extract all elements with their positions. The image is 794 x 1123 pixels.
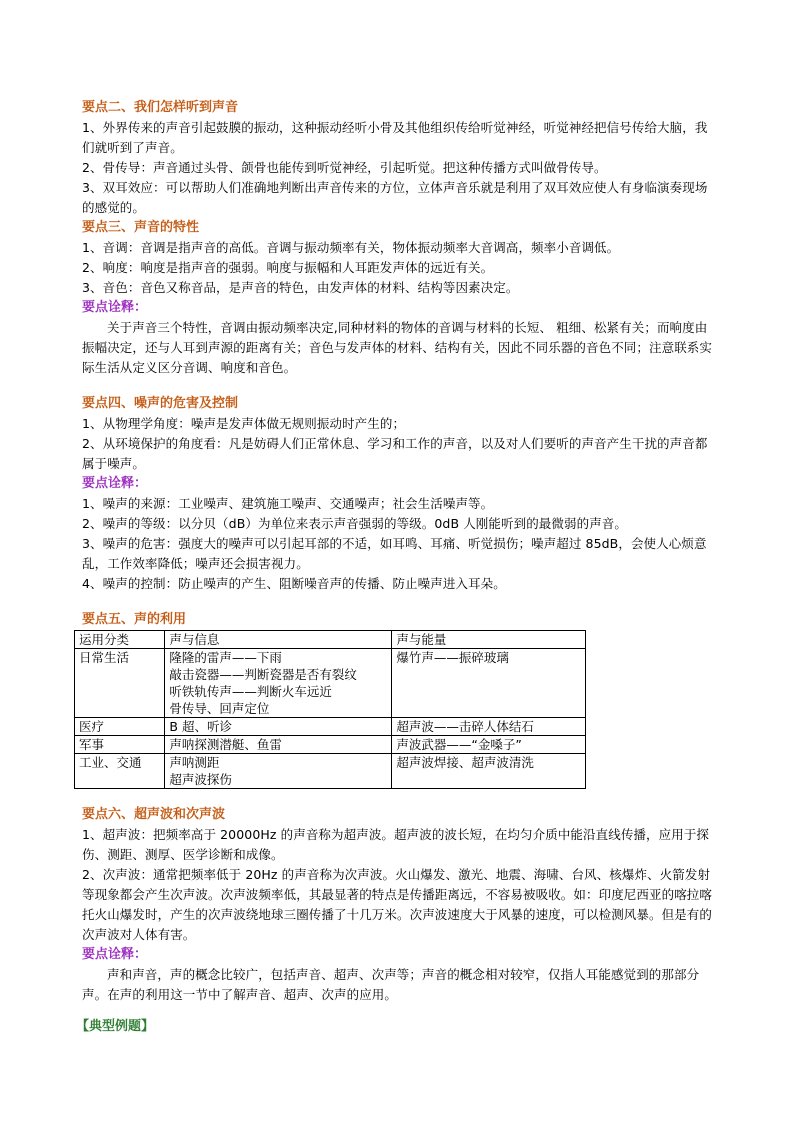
energy-line: 爆竹声——振碎玻璃 (396, 650, 509, 665)
table-row (75, 649, 586, 718)
info-line: 隆隆的雷声——下雨 (169, 650, 282, 665)
typical-examples-title: 【典型例题】 (76, 1019, 155, 1034)
spacer (82, 1005, 714, 1017)
section-3-item-1: 1、音调：音调是指声音的高低。音调与振动频率有关，物体振动频率大音调高，频率小音调低。 (82, 240, 620, 255)
table-header-row (75, 631, 586, 649)
table-cell-category: 医疗 (75, 718, 165, 736)
table-header-cell: 声与能量 (392, 631, 586, 649)
section-4-note-1: 1、噪声的来源：工业噪声、建筑施工噪声、交通噪声；社会生活噪声等。 (82, 496, 494, 511)
energy-line: 超声波焊接、超声波清洗 (396, 755, 534, 770)
table-cell-info (165, 754, 392, 789)
info-line: 骨传导、回声定位 (169, 701, 270, 716)
section-4-item-2: 2、从环境保护的角度看：凡是妨碍人们正常休息、学习和工作的声音，以及对人们要听的声音产生干扰的声音都属于噪声。 (82, 436, 708, 471)
section-5-title: 要点五、声的利用 (82, 612, 187, 627)
section-4-note-4: 4、噪声的控制：防止噪声的产生、阻断噪音声的传播、防止噪声进入耳朵。 (82, 576, 506, 591)
table-cell-energy (392, 754, 586, 789)
section-2-item-2: 2、骨传导：声音通过头骨、颌骨也能传到听觉神经，引起听觉。把这种传播方式叫做骨传导。 (82, 160, 607, 175)
section-4-note-2: 2、噪声的等级：以分贝（dB）为单位来表示声音强弱的等级。0dB 人刚能听到的最微弱的声音。 (82, 516, 628, 531)
spacer (82, 789, 714, 805)
table-header-cell: 运用分类 (75, 631, 165, 649)
table-cell-category: 军事 (75, 736, 165, 754)
table-header-cell: 声与信息 (165, 631, 392, 649)
table-cell-category: 日常生活 (75, 649, 165, 718)
section-3-item-2: 2、响度：响度是指声音的强弱。响度与振幅和人耳距发声体的远近有关。 (82, 260, 494, 275)
info-line: 超声波探伤 (169, 772, 232, 787)
section-3-note: 关于声音三个特性，音调由振动频率决定,同种材料的物体的音调与材料的长短、 粗细、松紧有关；而响度由振幅决定，还与人耳到声源的距离有关；音色与发声体的材料、结构有关，因此不同乐器的音色不同；注意联系实际生活从定义区分音调、响度和音色。 (82, 320, 713, 375)
info-line: 声呐测距 (169, 755, 220, 770)
section-4-note-3: 3、噪声的危害：强度大的噪声可以引起耳部的不适，如耳鸣、耳痛、听觉损伤；噪声超过 85dB，会使人心烦意乱，工作效率降低；噪声还会损害视力。 (82, 536, 707, 571)
energy-line: 声波武器——“金嗓子” (396, 737, 522, 752)
sound-usage-table (74, 630, 586, 789)
section-3-title: 要点三、声音的特性 (82, 220, 200, 235)
table-cell-info (165, 736, 392, 754)
section-3-item-3: 3、音色：音色又称音品，是声音的特色，由发声体的材料、结构等因素决定。 (82, 280, 519, 295)
table-cell-category: 工业、交通 (75, 754, 165, 789)
table-cell-info (165, 649, 392, 718)
section-4-item-1: 1、从物理学角度：噪声是发声体做无规则振动时产生的； (82, 416, 406, 431)
table-cell-info (165, 718, 392, 736)
info-line: 听铁轨传声——判断火车远近 (169, 684, 332, 699)
spacer (82, 378, 714, 394)
info-line: B 超、听诊 (169, 719, 232, 734)
info-line: 声呐探测潜艇、鱼雷 (169, 737, 282, 752)
section-6-item-1: 1、超声波：把频率高于 20000Hz 的声音称为超声波。超声波的波长短，在均匀介质中能沿直线传播，应用于探伤、测距、测厚、医学诊断和成像。 (82, 827, 710, 862)
section-6-note-label: 要点诠释： (82, 947, 148, 962)
section-3-note-label: 要点诠释： (82, 300, 148, 315)
energy-line: 超声波——击碎人体结石 (396, 719, 534, 734)
table-row (75, 718, 586, 736)
section-4-note-label: 要点诠释： (82, 476, 148, 491)
section-2-item-1: 1、外界传来的声音引起鼓膜的振动，这种振动经听小骨及其他组织传给听觉神经，听觉神经把信号传给大脑，我们就听到了声音。 (82, 120, 708, 155)
section-6-title: 要点六、超声波和次声波 (82, 807, 226, 822)
document-content (76, 98, 714, 1037)
section-6-note: 声和声音，声的概念比较广，包括声音、超声、次声等；声音的概念相对较窄，仅指人耳能感觉到的那部分声。在声的利用这一节中了解声音、超声、次声的应用。 (82, 967, 700, 1002)
spacer (82, 594, 714, 610)
table-row (75, 754, 586, 789)
table-cell-energy (392, 736, 586, 754)
table-row (75, 736, 586, 754)
info-line: 敲击瓷器——判断瓷器是否有裂纹 (169, 667, 357, 682)
table-cell-energy (392, 649, 586, 718)
section-2-title: 要点二、我们怎样听到声音 (82, 100, 239, 115)
table-cell-energy (392, 718, 586, 736)
section-6-item-2: 2、次声波：通常把频率低于 20Hz 的声音称为次声波。火山爆发、激光、地震、海啸、台风、核爆炸、火箭发射等现象都会产生次声波。次声波频率低，其最显著的特点是传播距离远，不容易被吸收。如：印度尼西亚的喀拉喀托火山爆发时，产生的次声波绕地球三圈传播了十几万米。次声波速度大于风暴的速度，可以检测风暴。但是有的次声波对人体有害。 (82, 867, 713, 942)
section-4-title: 要点四、噪声的危害及控制 (82, 396, 239, 411)
section-2-item-3: 3、双耳效应：可以帮助人们准确地判断出声音传来的方位，立体声音乐就是利用了双耳效应使人有身临演奏现场的感觉的。 (82, 180, 708, 215)
